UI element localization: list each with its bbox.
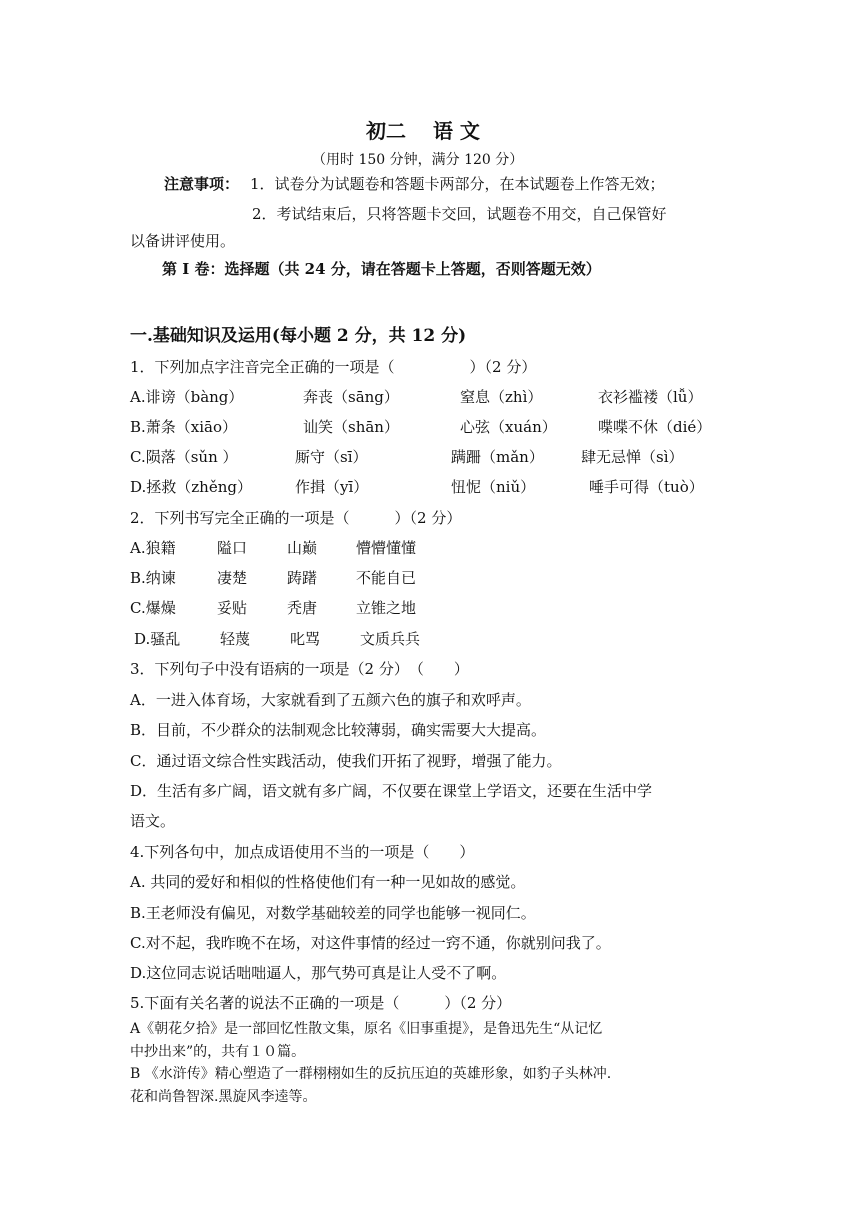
section-heading: 一.基础知识及运用(每小题 2 分，共 12 分)	[130, 326, 467, 346]
q2-d-item-2: 轻蔑	[220, 630, 251, 648]
q1-b-item-3: 心弦（xuán）	[460, 418, 557, 436]
question-3-option-d: D．生活有多广阔，语文就有多广阔，不仅要在课堂上学语文，还要在生活中学	[130, 782, 653, 800]
question-3-option-c: C．通过语文综合性实践活动，使我们开拓了视野，增强了能力。	[130, 752, 562, 770]
q2-c-item-1: C.爆燥	[130, 599, 176, 617]
question-3-option-b: B．目前，不少群众的法制观念比较薄弱，确实需要大大提高。	[130, 721, 547, 739]
question-4-option-a: A. 共同的爱好和相似的性格使他们有一种一见如故的感觉。	[130, 873, 526, 891]
q1-b-item-4: 喋喋不休（dié）	[598, 418, 712, 436]
q1-c-item-1: C.陨落（sǔn ）	[130, 448, 238, 466]
q1-b-item-1: B.萧条（xiāo）	[130, 418, 238, 436]
question-4-stem: 4.下列各句中，加点成语使用不当的一项是（ ）	[130, 843, 475, 861]
question-1-stem: 1．下列加点字注音完全正确的一项是（ ）（2 分）	[130, 358, 537, 376]
q2-a-item-4: 懵懵懂懂	[356, 539, 417, 557]
question-5-option-a-continued: 中抄出来”的，共有１０篇。	[130, 1044, 306, 1060]
notice-label: 注意事项：	[164, 175, 240, 193]
question-2-stem: 2．下列书写完全正确的一项是（ ）（2 分）	[130, 509, 462, 527]
q2-c-item-2: 妥贴	[217, 599, 248, 617]
notice-item-1: 1．试卷分为试题卷和答题卡两部分，在本试题卷上作答无效；	[250, 175, 665, 193]
q1-a-item-4: 衣衫褴褛（lǚ）	[598, 388, 703, 406]
page-title: 初二 语 文	[366, 119, 480, 143]
q1-d-item-3: 忸怩（niǔ）	[451, 478, 536, 496]
q1-b-item-2: 讪笑（shān）	[303, 418, 399, 436]
question-5-option-a: A《朝花夕拾》是一部回忆性散文集，原名《旧事重提》，是鲁迅先生“从记忆	[130, 1021, 603, 1037]
q1-a-item-1: A.诽谤（bàng）	[130, 388, 244, 406]
notice-item-2-continued: 以备讲评使用。	[130, 232, 236, 250]
q2-b-item-3: 踌躇	[287, 569, 318, 587]
q1-a-item-3: 窒息（zhì）	[460, 388, 543, 406]
question-4-option-c: C.对不起，我昨晚不在场，对这件事情的经过一窍不通，你就别问我了。	[130, 934, 611, 952]
question-5-option-b-continued: 花和尚鲁智深.黑旋风李逵等。	[130, 1089, 317, 1105]
q1-c-item-2: 厮守（sī）	[295, 448, 368, 466]
q2-d-item-1: D.骚乱	[134, 630, 181, 648]
q1-d-item-1: D.拯救（zhěng）	[130, 478, 252, 496]
question-4-option-b: B.王老师没有偏见，对数学基础较差的同学也能够一视同仁。	[130, 904, 536, 922]
notice-item-2: 2．考试结束后，只将答题卡交回，试题卷不用交，自己保管好	[252, 205, 667, 223]
q2-d-item-4: 文质兵兵	[360, 630, 421, 648]
q2-d-item-3: 叱骂	[290, 630, 321, 648]
part-one-heading: 第 I 卷：选择题（共 24 分，请在答题卡上答题，否则答题无效）	[162, 260, 601, 278]
question-3-option-d-continued: 语文。	[130, 812, 176, 830]
question-5-stem: 5.下面有关名著的说法不正确的一项是（ ）（2 分）	[130, 994, 512, 1012]
q2-c-item-3: 秃唐	[287, 599, 318, 617]
q2-a-item-3: 山巅	[287, 539, 318, 557]
q2-b-item-2: 凄楚	[217, 569, 248, 587]
q1-d-item-2: 作揖（yī）	[295, 478, 369, 496]
q1-a-item-2: 奔丧（sāng）	[303, 388, 399, 406]
q1-c-item-4: 肆无忌惮（sì）	[581, 448, 684, 466]
q2-c-item-4: 立锥之地	[356, 599, 417, 617]
q2-b-item-1: B.纳谏	[130, 569, 176, 587]
exam-duration: （用时 150 分钟，满分 120 分）	[312, 152, 524, 168]
q2-b-item-4: 不能自已	[356, 569, 417, 587]
question-5-option-b: B 《水浒传》精心塑造了一群栩栩如生的反抗压迫的英雄形象，如豹子头林冲.	[130, 1066, 612, 1082]
q1-c-item-3: 蹒跚（mǎn）	[451, 448, 544, 466]
question-3-stem: 3．下列句子中没有语病的一项是（2 分） （ ）	[130, 660, 469, 678]
question-3-option-a: A．一进入体育场，大家就看到了五颜六色的旗子和欢呼声。	[130, 691, 531, 709]
question-4-option-d: D.这位同志说话咄咄逼人，那气势可真是让人受不了啊。	[130, 964, 507, 982]
q2-a-item-1: A.狼籍	[130, 539, 176, 557]
q2-a-item-2: 隘口	[217, 539, 248, 557]
q1-d-item-4: 唾手可得（tuò）	[589, 478, 704, 496]
